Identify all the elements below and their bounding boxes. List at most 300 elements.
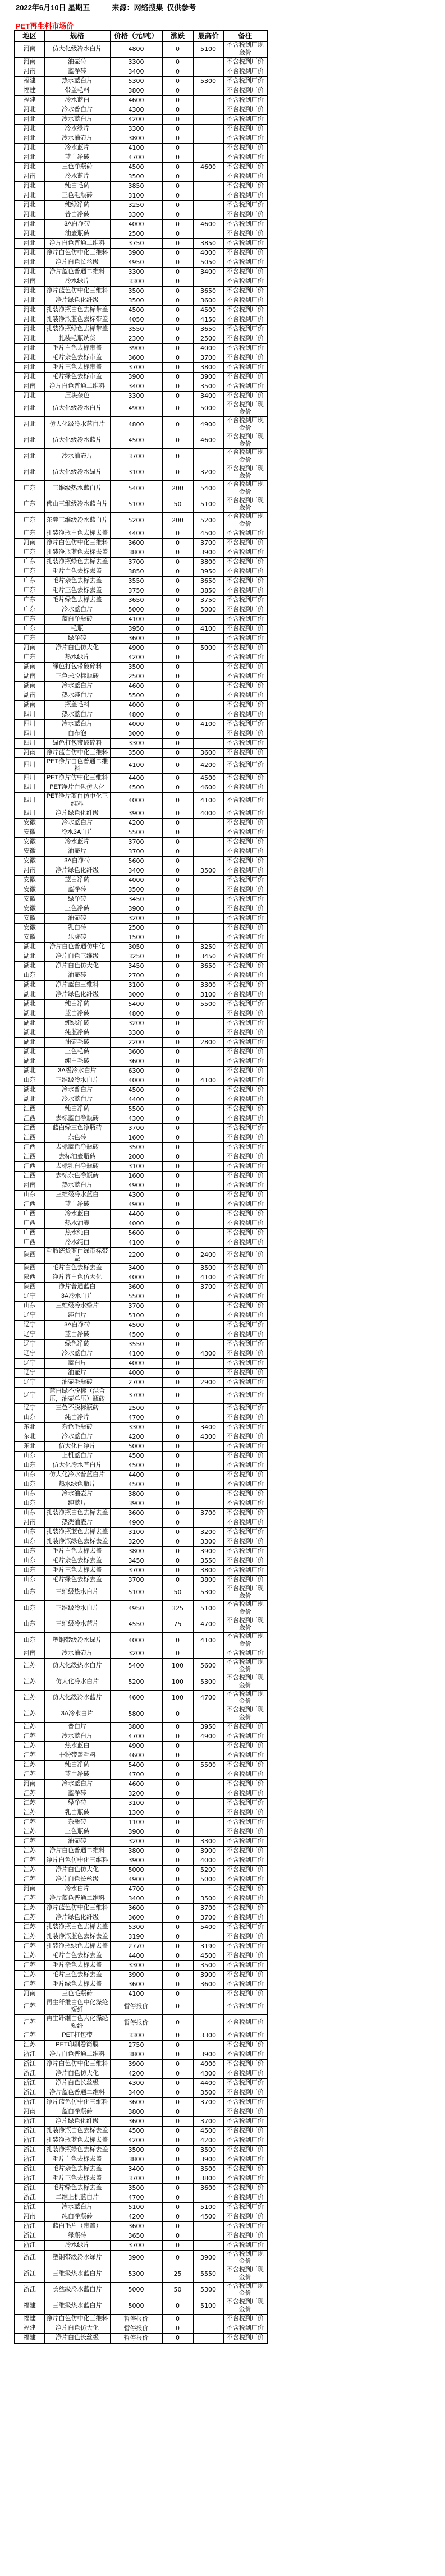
cell-remark: 不含税到厂价 <box>223 1722 267 1732</box>
cell-region: 安徽 <box>15 894 44 904</box>
table-row <box>15 2333 267 2343</box>
cell-spec: 纯白片 <box>44 1311 110 1321</box>
cell-change: 0 <box>162 1741 193 1751</box>
cell-region: 河南 <box>15 1884 44 1894</box>
cell-high <box>193 633 223 643</box>
table-row <box>15 200 267 210</box>
cell-spec: 三色毛砖 <box>44 1047 110 1057</box>
table-row <box>15 793 267 809</box>
cell-price: 3800 <box>110 2107 162 2116</box>
cell-high: 4200 <box>193 2136 223 2145</box>
cell-change: 0 <box>162 1441 193 1451</box>
cell-spec: 杂色砖 <box>44 1133 110 1142</box>
cell-remark: 不含税到厂价 <box>223 1575 267 1585</box>
cell-spec: 冷水蓝白片 <box>44 1732 110 1741</box>
cell-price: 2700 <box>110 971 162 980</box>
cell-price: 3800 <box>110 134 162 143</box>
table-row <box>15 980 267 990</box>
cell-high <box>193 614 223 624</box>
table-row <box>15 1989 267 1999</box>
cell-spec: 去标蓝白净瓶砖 <box>44 1114 110 1123</box>
cell-remark: 不含税到厂价 <box>223 2136 267 2145</box>
cell-region: 浙江 <box>15 2069 44 2078</box>
cell-spec: 三色净瓶砖 <box>44 162 110 172</box>
cell-change: 0 <box>162 1451 193 1461</box>
cell-spec: 净片白色普通仿中化 <box>44 942 110 952</box>
cell-change: 0 <box>162 1057 193 1066</box>
cell-region: 广东 <box>15 586 44 595</box>
table-row <box>15 76 267 86</box>
cell-spec: PET印刷卷筒膜 <box>44 2040 110 2050</box>
cell-price: 4500 <box>110 433 162 449</box>
cell-region: 河北 <box>15 258 44 267</box>
cell-spec: 冷水蓝白片 <box>44 1779 110 1789</box>
cell-region: 浙江 <box>15 2282 44 2298</box>
cell-remark: 不含税到厂价 <box>223 1247 267 1264</box>
cell-change: 0 <box>162 2078 193 2088</box>
cell-high <box>193 1009 223 1018</box>
cell-price: 3300 <box>110 391 162 401</box>
cell-change: 0 <box>162 1247 193 1264</box>
cell-region: 山东 <box>15 1601 44 1617</box>
cell-change: 0 <box>162 1798 193 1808</box>
cell-price: 5000 <box>110 605 162 614</box>
cell-remark: 不含税到厂价 <box>223 1009 267 1018</box>
cell-region: 浙江 <box>15 2164 44 2174</box>
cell-region: 广东 <box>15 557 44 567</box>
cell-remark: 不含税到厂现金价 <box>223 417 267 433</box>
table-row <box>15 1047 267 1057</box>
cell-region: 浙江 <box>15 2231 44 2240</box>
cell-remark: 不含税到厂价 <box>223 729 267 738</box>
cell-price: 3300 <box>110 738 162 748</box>
table-row <box>15 433 267 449</box>
cell-change: 0 <box>162 1722 193 1732</box>
cell-remark: 不含税到厂价 <box>223 153 267 162</box>
cell-remark: 不含税到厂价 <box>223 76 267 86</box>
cell-price: 3600 <box>110 1057 162 1066</box>
table-row <box>15 481 267 497</box>
cell-price: 3200 <box>110 1789 162 1798</box>
cell-price: 2500 <box>110 672 162 681</box>
cell-change: 0 <box>162 1123 193 1133</box>
cell-price: 3750 <box>110 586 162 595</box>
cell-price: 4100 <box>110 143 162 153</box>
cell-remark: 不含税到厂价 <box>223 2050 267 2059</box>
cell-remark: 不含税到厂价 <box>223 1228 267 1238</box>
cell-high: 3500 <box>193 1894 223 1903</box>
cell-change: 0 <box>162 748 193 757</box>
cell-price: 3450 <box>110 1556 162 1565</box>
cell-region: 辽宁 <box>15 1369 44 1378</box>
cell-price: 4500 <box>110 1451 162 1461</box>
cell-remark: 不含税到厂价 <box>223 143 267 153</box>
cell-region: 浙江 <box>15 2126 44 2136</box>
table-row <box>15 1238 267 1247</box>
cell-change: 0 <box>162 1575 193 1585</box>
cell-change: 0 <box>162 134 193 143</box>
cell-change: 0 <box>162 567 193 576</box>
cell-price: 5400 <box>110 1658 162 1674</box>
cell-spec: 干粉带盖毛料 <box>44 1751 110 1760</box>
cell-change: 0 <box>162 1884 193 1894</box>
cell-region: 辽宁 <box>15 1403 44 1413</box>
cell-change: 0 <box>162 1219 193 1228</box>
table-row <box>15 2324 267 2333</box>
cell-change: 0 <box>162 181 193 191</box>
table-row <box>15 1095 267 1104</box>
cell-high <box>193 1209 223 1219</box>
cell-region: 江苏 <box>15 1999 44 2015</box>
cell-spec: 冷水蓝片 <box>44 172 110 181</box>
cell-high <box>193 681 223 691</box>
table-row <box>15 382 267 391</box>
cell-spec: 净片普通蓝白 <box>44 1283 110 1292</box>
cell-region: 广西 <box>15 1228 44 1238</box>
cell-change: 0 <box>162 362 193 372</box>
cell-change: 0 <box>162 2107 193 2116</box>
cell-high <box>193 1047 223 1057</box>
table-row <box>15 1980 267 1989</box>
cell-price: 4500 <box>110 1480 162 1489</box>
cell-change: 0 <box>162 57 193 67</box>
cell-price: 4200 <box>110 2212 162 2221</box>
cell-spec: 毛片杂色去标去盖 <box>44 576 110 586</box>
table-row <box>15 856 267 866</box>
cell-high <box>193 2193 223 2202</box>
table-row <box>15 961 267 971</box>
cell-region: 江苏 <box>15 2040 44 2050</box>
cell-change: 0 <box>162 1770 193 1779</box>
cell-price: 3900 <box>110 343 162 353</box>
cell-high: 3600 <box>193 2183 223 2193</box>
cell-remark: 不含税到厂价 <box>223 1922 267 1932</box>
cell-change: 0 <box>162 382 193 391</box>
table-row <box>15 923 267 933</box>
cell-change: 0 <box>162 465 193 481</box>
cell-change: 0 <box>162 1894 193 1903</box>
cell-change: 0 <box>162 1779 193 1789</box>
cell-spec: 塑钢带级冷水绿片 <box>44 2250 110 2266</box>
cell-price: 3000 <box>110 729 162 738</box>
cell-remark: 不含税到厂价 <box>223 809 267 818</box>
cell-spec: 仿大化级冷水蓝片 <box>44 433 110 449</box>
cell-high <box>193 1114 223 1123</box>
cell-price: 3300 <box>110 277 162 286</box>
cell-change: 0 <box>162 1941 193 1951</box>
cell-high <box>193 1470 223 1480</box>
table-row <box>15 2164 267 2174</box>
cell-change: 0 <box>162 105 193 114</box>
cell-change: 0 <box>162 2164 193 2174</box>
cell-remark: 不含税到厂价 <box>223 353 267 362</box>
cell-change: 0 <box>162 2333 193 2343</box>
cell-high <box>193 1228 223 1238</box>
cell-spec: 仿大化级冷水白片 <box>44 401 110 417</box>
cell-region: 安徽 <box>15 847 44 856</box>
cell-change: 0 <box>162 2240 193 2250</box>
cell-high: 2900 <box>193 1378 223 1388</box>
cell-region: 河北 <box>15 143 44 153</box>
cell-change: 0 <box>162 529 193 538</box>
table-row <box>15 1565 267 1575</box>
cell-high: 4700 <box>193 1617 223 1633</box>
cell-remark: 不含税到厂价 <box>223 748 267 757</box>
cell-remark: 不含税到厂价 <box>223 1470 267 1480</box>
cell-region: 河北 <box>15 105 44 114</box>
cell-spec: 纯绿净砖 <box>44 1018 110 1028</box>
cell-high <box>193 1451 223 1461</box>
cell-region: 河北 <box>15 417 44 433</box>
cell-spec: PET打包带 <box>44 2031 110 2040</box>
cell-remark: 不含税到厂价 <box>223 324 267 334</box>
cell-price: 4400 <box>110 1470 162 1480</box>
table-row <box>15 952 267 961</box>
cell-spec: 毛片三色去标带盖 <box>44 362 110 372</box>
cell-remark: 不含税到厂价 <box>223 362 267 372</box>
cell-region: 福建 <box>15 76 44 86</box>
cell-change: 0 <box>162 1989 193 1999</box>
cell-price: 4700 <box>110 1884 162 1894</box>
table-row <box>15 1690 267 1706</box>
table-row <box>15 548 267 557</box>
cell-high <box>193 2221 223 2231</box>
cell-change: 0 <box>162 783 193 793</box>
cell-spec: 三色未脱标瓶砖 <box>44 672 110 681</box>
cell-high: 4700 <box>193 1690 223 1706</box>
cell-remark: 不含税到厂价 <box>223 1302 267 1311</box>
cell-change: 0 <box>162 172 193 181</box>
cell-change: 0 <box>162 42 193 58</box>
table-row <box>15 1403 267 1413</box>
cell-high: 3500 <box>193 2164 223 2174</box>
cell-high <box>193 1340 223 1349</box>
cell-region: 东北 <box>15 1422 44 1432</box>
cell-change: 0 <box>162 286 193 296</box>
cell-remark: 不含税到厂价 <box>223 1518 267 1527</box>
cell-price: 3300 <box>110 124 162 134</box>
cell-change: 0 <box>162 1359 193 1369</box>
cell-change: 0 <box>162 1142 193 1152</box>
cell-remark: 不含税到厂价 <box>223 134 267 143</box>
cell-price: 3200 <box>110 913 162 923</box>
cell-region: 湖北 <box>15 1066 44 1076</box>
cell-price: 4400 <box>110 1209 162 1219</box>
cell-region: 浙江 <box>15 2116 44 2126</box>
table-row <box>15 1779 267 1789</box>
cell-remark: 不含税到厂现金价 <box>223 2266 267 2283</box>
cell-high <box>193 449 223 465</box>
cell-change: 0 <box>162 1960 193 1970</box>
cell-spec: 净片蓝色仿中化三维料 <box>44 1903 110 1913</box>
table-row <box>15 1378 267 1388</box>
cell-change: 0 <box>162 643 193 653</box>
cell-high <box>193 1311 223 1321</box>
cell-high: 5200 <box>193 1865 223 1875</box>
cell-remark: 不含税到厂价 <box>223 1827 267 1836</box>
cell-change: 0 <box>162 2155 193 2164</box>
cell-region: 安徽 <box>15 923 44 933</box>
table-row <box>15 885 267 894</box>
cell-remark: 不含税到厂价 <box>223 2155 267 2164</box>
table-row <box>15 1575 267 1585</box>
cell-spec: PET净片白色普通二维料 <box>44 757 110 774</box>
cell-region: 山东 <box>15 1546 44 1556</box>
cell-price: 3900 <box>110 1970 162 1980</box>
cell-remark: 不含税到厂价 <box>223 576 267 586</box>
cell-high: 3800 <box>193 557 223 567</box>
cell-price: 3200 <box>110 1537 162 1546</box>
table-row <box>15 942 267 952</box>
cell-remark: 不含税到厂价 <box>223 1999 267 2015</box>
cell-remark: 不含税到厂价 <box>223 2324 267 2333</box>
cell-spec: PET净片白色仿大化 <box>44 783 110 793</box>
table-row <box>15 1057 267 1066</box>
cell-spec: 油壶砖 <box>44 57 110 67</box>
cell-price: 暂停报价 <box>110 2324 162 2333</box>
cell-region: 浙江 <box>15 2174 44 2183</box>
cell-remark: 不含税到厂价 <box>223 305 267 315</box>
cell-change: 0 <box>162 1133 193 1142</box>
cell-spec: 冷水普白片 <box>44 105 110 114</box>
cell-high <box>193 172 223 181</box>
cell-region: 辽宁 <box>15 1378 44 1388</box>
cell-remark: 不含税到厂现金价 <box>223 1633 267 1649</box>
cell-spec: 扎装净瓶绿色去标去盖 <box>44 1941 110 1951</box>
cell-remark: 不含税到厂现金价 <box>223 1690 267 1706</box>
cell-spec: 二维上机蓝白片 <box>44 2193 110 2202</box>
cell-high: 4100 <box>193 793 223 809</box>
cell-remark: 不含税到厂价 <box>223 2183 267 2193</box>
cell-remark: 不含税到厂价 <box>223 783 267 793</box>
cell-remark: 不含税到厂价 <box>223 1209 267 1219</box>
cell-region: 河北 <box>15 362 44 372</box>
cell-remark: 不含税到厂价 <box>223 818 267 828</box>
cell-change: 0 <box>162 2145 193 2155</box>
cell-change: 0 <box>162 2202 193 2212</box>
cell-high <box>193 1403 223 1413</box>
table-row <box>15 362 267 372</box>
table-row <box>15 1760 267 1770</box>
cell-spec: 绿净砖 <box>44 894 110 904</box>
cell-price: 5100 <box>110 1585 162 1601</box>
cell-high: 3700 <box>193 1508 223 1518</box>
cell-high <box>193 1461 223 1470</box>
cell-spec: 净片白色长丝级 <box>44 258 110 267</box>
cell-change: 0 <box>162 315 193 324</box>
cell-high <box>193 1152 223 1161</box>
cell-high: 4000 <box>193 2059 223 2069</box>
cell-region: 广东 <box>15 548 44 557</box>
cell-price: 5100 <box>110 1311 162 1321</box>
cell-region: 山东 <box>15 1537 44 1546</box>
cell-high <box>193 153 223 162</box>
cell-region: 辽宁 <box>15 1349 44 1359</box>
table-row <box>15 2015 267 2031</box>
cell-spec: 3A冷水白片 <box>44 1706 110 1723</box>
cell-spec: 扎装净瓶蓝色去标去盖 <box>44 2136 110 2145</box>
cell-price: 3200 <box>110 1836 162 1846</box>
cell-spec: 三维级冷水蓝片 <box>44 1617 110 1633</box>
cell-region: 广东 <box>15 633 44 643</box>
cell-remark: 不含税到厂现金价 <box>223 449 267 465</box>
cell-change: 0 <box>162 1422 193 1432</box>
cell-change: 0 <box>162 2088 193 2097</box>
cell-price: 3900 <box>110 248 162 258</box>
cell-remark: 不含税到厂价 <box>223 1047 267 1057</box>
cell-change: 0 <box>162 710 193 719</box>
table-row <box>15 1264 267 1273</box>
cell-remark: 不含税到厂价 <box>223 219 267 229</box>
cell-high: 4300 <box>193 1432 223 1441</box>
cell-region: 河北 <box>15 449 44 465</box>
table-row <box>15 2250 267 2266</box>
cell-change: 0 <box>162 1228 193 1238</box>
cell-remark: 不含税到厂价 <box>223 1066 267 1076</box>
cell-region: 湖南 <box>15 672 44 681</box>
cell-high: 3500 <box>193 1264 223 1273</box>
table-row <box>15 2266 267 2283</box>
cell-change: 0 <box>162 837 193 847</box>
cell-high <box>193 1817 223 1827</box>
cell-change: 0 <box>162 875 193 885</box>
cell-price: 4800 <box>110 42 162 58</box>
cell-region: 河南 <box>15 2212 44 2221</box>
cell-spec: 净片白色普通二维料 <box>44 1846 110 1856</box>
cell-remark: 不含税到厂价 <box>223 1104 267 1114</box>
cell-remark: 不含税到厂价 <box>223 672 267 681</box>
cell-spec: 毛片三色去标去盖 <box>44 1565 110 1575</box>
cell-remark: 不含税到厂价 <box>223 643 267 653</box>
table-row <box>15 315 267 324</box>
cell-price: 3700 <box>110 1565 162 1575</box>
cell-change: 0 <box>162 449 193 465</box>
cell-spec: 纯绿净砖 <box>44 200 110 210</box>
cell-high <box>193 837 223 847</box>
table-row <box>15 2116 267 2126</box>
cell-price: 1100 <box>110 1817 162 1827</box>
cell-spec: 毛片绿色去标去盖 <box>44 1980 110 1989</box>
page-header <box>16 2 431 12</box>
cell-change: 0 <box>162 614 193 624</box>
cell-spec: 净片蓝白仿中化三维料 <box>44 748 110 757</box>
cell-high <box>193 1808 223 1817</box>
cell-remark: 不含税到厂价 <box>223 2069 267 2078</box>
cell-remark: 不含税到厂价 <box>223 1028 267 1037</box>
cell-spec: 蓝净砖 <box>44 885 110 894</box>
cell-change: 0 <box>162 1349 193 1359</box>
cell-spec: 塑钢带级冷水绿片 <box>44 1633 110 1649</box>
cell-price: 3700 <box>110 2174 162 2183</box>
table-row <box>15 586 267 595</box>
cell-spec: 净片绿色化纤级 <box>44 809 110 818</box>
cell-price: 2200 <box>110 1037 162 1047</box>
cell-remark: 不含税到厂价 <box>223 1875 267 1884</box>
cell-region: 山东 <box>15 1190 44 1200</box>
cell-price: 3500 <box>110 748 162 757</box>
cell-high: 5100 <box>193 1601 223 1617</box>
cell-high <box>193 1770 223 1779</box>
cell-change: 0 <box>162 1264 193 1273</box>
cell-remark: 不含税到厂价 <box>223 343 267 353</box>
cell-high <box>193 210 223 219</box>
cell-region: 广东 <box>15 605 44 614</box>
cell-price: 4400 <box>110 1095 162 1104</box>
table-row <box>15 334 267 343</box>
cell-remark: 不含税到厂价 <box>223 2314 267 2324</box>
cell-high: 3700 <box>193 2097 223 2107</box>
cell-price: 4000 <box>110 219 162 229</box>
